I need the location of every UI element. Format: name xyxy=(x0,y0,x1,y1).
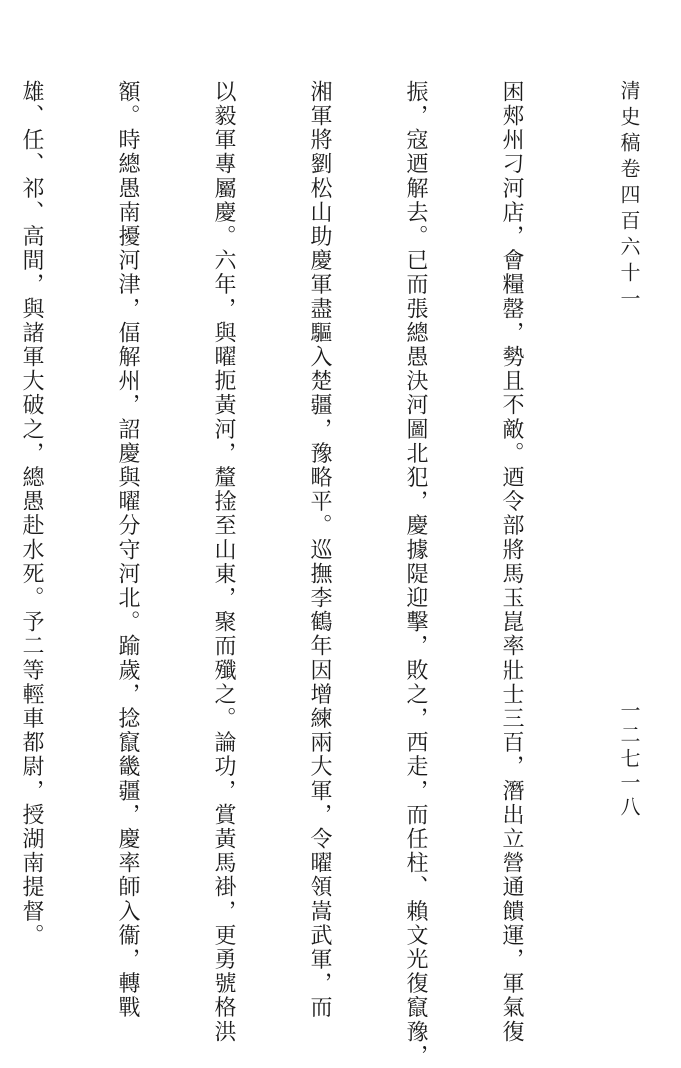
text-column: 湘軍將劉松山助慶軍盡驅入楚疆，豫略平。巡撫李鶴年因增練兩大軍，令曜領嵩武軍，而 xyxy=(307,80,332,1020)
text-column: 困郟州刁河店，會糧罄，勢且不敵。迺令部將馬玉崑率壯士三百，潛出立營通饋運，軍氣復 xyxy=(499,80,524,1044)
page-number: 一二七一八 xyxy=(617,700,641,820)
running-header-title: 清史稿卷四百六十一 xyxy=(617,80,641,314)
text-column: 振，寇迺解去。已而張總愚決河圖北犯，慶據隄迎擊，敗之，西走，而任柱、賴文光復竄豫， xyxy=(403,80,428,1068)
body-text xyxy=(19,80,591,1068)
text-column: 以毅軍專屬慶。六年，與曜扼黃河，釐捦至山東，聚而殲之。論功，賞黃馬褂，更勇號格洪 xyxy=(211,80,236,1044)
text-column: 雄、任、祁、高間，與諸軍大破之，總愚赴水死。予二等輕車都尉，授湖南提督。 xyxy=(19,80,44,948)
text-column: 額。時總愚南擾河津，偪解州，詔慶與曜分守河北。踰歲，捻竄畿疆，慶率師入衞，轉戰 xyxy=(115,80,140,1020)
